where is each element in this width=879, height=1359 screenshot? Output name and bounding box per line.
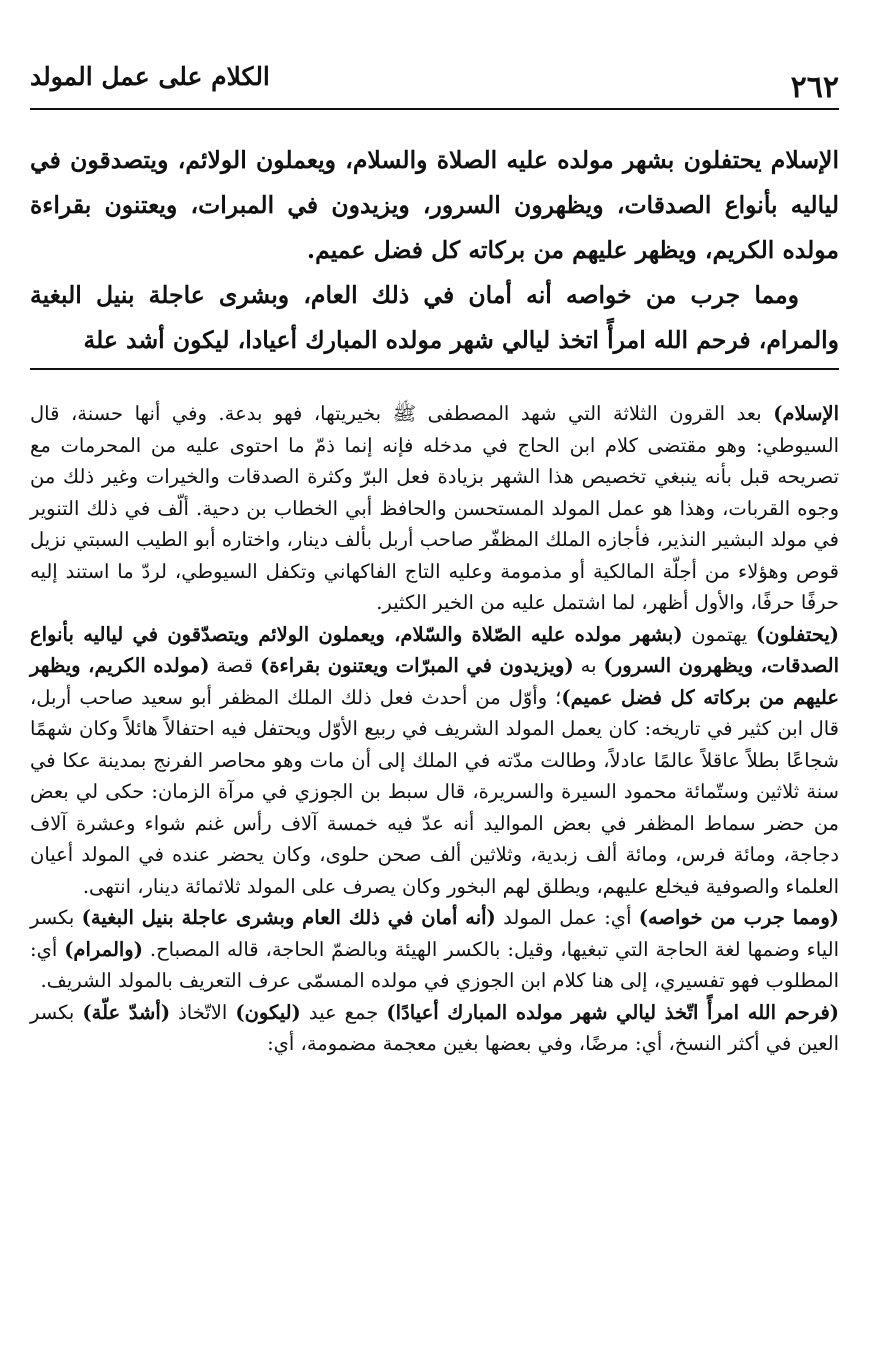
commentary-text: بكسر العين في أكثر النسخ، أي: مرضًا، وفي بعضها بغين معجمة مضمومة، أي:: [30, 1000, 839, 1055]
quoted-phrase: الإسلام): [773, 402, 839, 425]
commentary-paragraph-2: [30, 619, 839, 903]
quoted-phrase: (فرحم الله امرأً اتّخذ ليالي شهر مولده المبارك أعيادًا): [386, 1000, 839, 1024]
main-paragraph-2: ومما جرب من خواصه أنه أمان في ذلك العام، وبشرى عاجلة بنيل البغية والمرام، فرحم الله امرأً اتخذ ليالي شهر مولده المبارك أعيادا، ليكون أشد علة: [30, 281, 839, 354]
commentary-text: الاتّخاذ: [170, 1000, 236, 1024]
commentary-text: قصة: [209, 654, 261, 677]
running-header-title: الكلام على عمل المولد: [30, 62, 270, 91]
commentary-text: ؛ وأوّل من أحدث فعل ذلك الملك المظفر أبو سعيد صاحب أربل، قال ابن كثير في تاريخه: كان يعمل المولد الشريف في ربيع الأوّل ويحتفل فيه احتفالاً هائلاً وكان شهمًا شجاعًا بطلاً عاقلاً عالمًا عادلاً، وطالت مدّته في الملك إلى أن مات وهو محاصر الفرنج بمدينة عكا في سنة ثلاثين وستّمائة محمود السيرة والسريرة، قال سبط بن الجوزي في مرآة الزمان: حكى لي بعض من حضر سماط المظفر في بعض المواليد أنه عدّ فيه خمسة آلاف رأس غنم شواء وعشرة آلاف دجاجة، ومائة فرس، ومائة ألف زبدية، وثلاثين ألف صحن حلوى، وكان يحضر عنده في المولد أعيان العلماء والصوفية فيخلع عليهم، ويطلق لهم البخور وكان يصرف على المولد ثلاثمائة دينار، انتهى.: [30, 685, 839, 898]
commentary-text: يهتمون: [682, 622, 756, 646]
commentary-text: به: [573, 654, 604, 677]
commentary-paragraph-1: [30, 398, 839, 619]
quoted-phrase: (يحتفلون): [755, 622, 839, 646]
commentary-text: أي: عمل المولد: [495, 906, 639, 929]
quoted-phrase: (بشهر مولده عليه الصّلاة والسّلام، ويعملون الولائم ويتصدّقون في لياليه بأنواع الصدقات، ويظهرون السرور): [30, 622, 839, 677]
text-commentary-divider: [30, 368, 839, 370]
running-header: [30, 60, 839, 110]
quoted-phrase: (أنه أمان في ذلك العام وبشرى عاجلة بنيل البغية): [81, 906, 496, 929]
page-number: ٢٦٢: [790, 70, 839, 105]
commentary-text: جمع عيد: [300, 1000, 387, 1024]
main-text-block: [30, 138, 839, 363]
commentary-paragraph-4: [30, 997, 839, 1060]
commentary-paragraph-3: [30, 902, 839, 997]
main-paragraph-1: الإسلام يحتفلون بشهر مولده عليه الصلاة والسلام، ويعملون الولائم، ويتصدقون في لياليه بأنواع الصدقات، ويظهرون السرور، ويزيدون في المبرات، ويعتنون بقراءة مولده الكريم، ويظهر عليهم من بركاته كل فضل عميم.: [30, 146, 839, 264]
quoted-phrase: (مولده الكريم، ويظهر عليهم من بركاته كل فضل عميم): [30, 654, 840, 709]
commentary-text: أي: المطلوب فهو تفسيري، إلى هنا كلام ابن الجوزي في مولده المسمّى عرف التعريف بالمولد الشريف.: [30, 937, 839, 992]
quoted-phrase: (ليكون): [235, 1000, 301, 1024]
commentary-block: [30, 398, 839, 1060]
quoted-phrase: (ويزيدون في المبرّات ويعتنون بقراءة): [260, 654, 574, 677]
quoted-phrase: (أشدّ علّة): [82, 1000, 171, 1024]
header-divider: [30, 108, 839, 110]
quoted-phrase: (والمرام): [64, 937, 143, 961]
commentary-text: بعد القرون الثلاثة التي شهد المصطفى ﷺ بخيريتها، فهو بدعة. وفي أنها حسنة، قال السيوطي: وهو مقتضى كلام ابن الحاج في مدخله فإنه إنما ذمّ ما احتوى عليه من المحرمات مع تصريحه قبل بأنه ينبغي تخصيص هذا الشهر بزيادة فعل البرّ وكثرة الصدقات والخيرات وغير ذلك من وجوه القربات، وهذا هو عمل المولد المستحسن والحافظ أبي الخطاب بن دحية. ألّف في ذلك التنوير في مولد البشير النذير، فأجازه الملك المظفّر صاحب أربل بألف دينار، واختاره أبو الطيب السبتي نزيل قوص وهؤلاء من أجلّة المالكية أو مذمومة وعليه التاج الفاكهاني وتكفل السيوطي، لردّ ما استند إليه حرفًا حرفًا، والأول أظهر، لما اشتمل عليه من الخير الكثير.: [30, 402, 839, 614]
commentary-text: بكسر الياء وضمها لغة الحاجة التي تبغيها، وقيل: بالكسر الهيئة وبالضمّ الحاجة، قاله المصباح.: [30, 906, 839, 961]
quoted-phrase: (ومما جرب من خواصه): [638, 906, 840, 929]
